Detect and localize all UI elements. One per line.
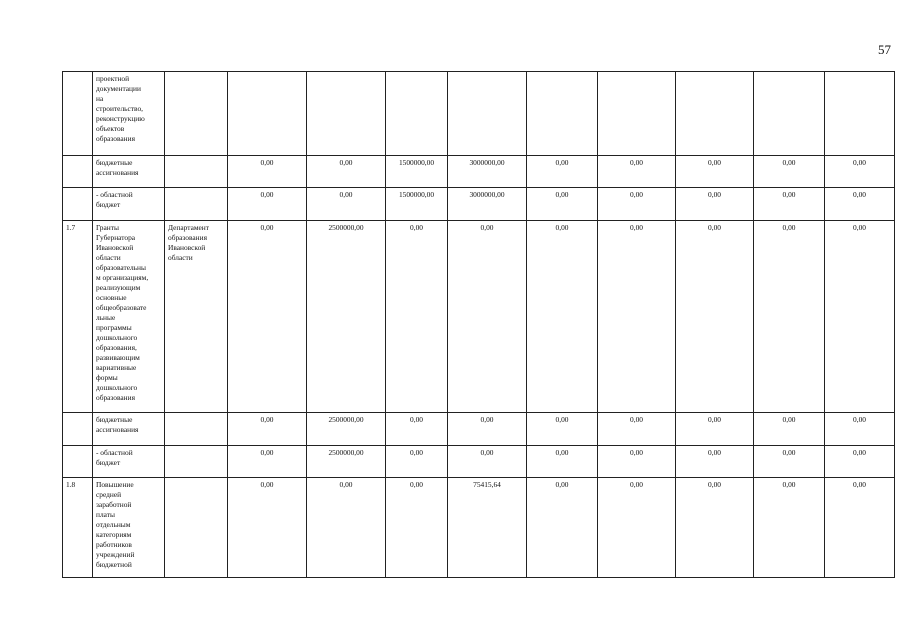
amount-cell: [676, 72, 754, 156]
amount-cell: 3000000,00: [448, 188, 527, 221]
amount-cell: 0,00: [598, 446, 676, 478]
amount-cell: 2500000,00: [307, 413, 386, 446]
amount-cell: 0,00: [825, 478, 895, 578]
amount-cell: 0,00: [598, 478, 676, 578]
amount-cell: 1500000,00: [386, 188, 448, 221]
amount-cell: [825, 72, 895, 156]
row-number-cell: [63, 156, 93, 188]
amount-cell: 2500000,00: [307, 221, 386, 413]
item-name-cell: бюджетные ассигнования: [93, 413, 165, 446]
item-name-cell: бюджетные ассигнования: [93, 156, 165, 188]
amount-cell: 0,00: [527, 156, 598, 188]
amount-cell: 0,00: [228, 413, 307, 446]
amount-cell: 0,00: [228, 446, 307, 478]
amount-cell: 0,00: [228, 156, 307, 188]
executor-cell: [165, 413, 228, 446]
executor-cell: [165, 478, 228, 578]
table-row: [63, 413, 895, 446]
amount-cell: 0,00: [754, 478, 825, 578]
amount-cell: 0,00: [598, 413, 676, 446]
amount-cell: 0,00: [386, 413, 448, 446]
amount-cell: 3000000,00: [448, 156, 527, 188]
row-number-cell: [63, 413, 93, 446]
amount-cell: 0,00: [676, 478, 754, 578]
row-number-cell: [63, 72, 93, 156]
amount-cell: 0,00: [307, 156, 386, 188]
table-row: [63, 156, 895, 188]
amount-cell: 0,00: [527, 446, 598, 478]
amount-cell: 0,00: [598, 188, 676, 221]
amount-cell: 0,00: [448, 221, 527, 413]
executor-cell: [165, 156, 228, 188]
amount-cell: 1500000,00: [386, 156, 448, 188]
amount-cell: 2500000,00: [307, 446, 386, 478]
item-name-cell: проектной документации на строительство, реконструкцию объектов образования: [93, 72, 165, 156]
budget-table: [62, 71, 895, 578]
amount-cell: 0,00: [228, 188, 307, 221]
amount-cell: [228, 72, 307, 156]
amount-cell: 0,00: [676, 188, 754, 221]
page-number: 57: [878, 42, 891, 57]
table-row: [63, 221, 895, 413]
amount-cell: 75415,64: [448, 478, 527, 578]
amount-cell: 0,00: [527, 188, 598, 221]
table-row: [63, 188, 895, 221]
amount-cell: 0,00: [676, 446, 754, 478]
table-row: [63, 478, 895, 578]
amount-cell: 0,00: [825, 188, 895, 221]
amount-cell: 0,00: [825, 156, 895, 188]
amount-cell: 0,00: [527, 221, 598, 413]
amount-cell: [527, 72, 598, 156]
amount-cell: 0,00: [527, 413, 598, 446]
item-name-cell: - областной бюджет: [93, 446, 165, 478]
amount-cell: 0,00: [598, 221, 676, 413]
amount-cell: [307, 72, 386, 156]
item-name-cell: - областной бюджет: [93, 188, 165, 221]
amount-cell: 0,00: [448, 413, 527, 446]
row-number-cell: 1.7: [63, 221, 93, 413]
row-number-cell: [63, 188, 93, 221]
table-row: [63, 446, 895, 478]
amount-cell: 0,00: [386, 478, 448, 578]
amount-cell: 0,00: [754, 156, 825, 188]
amount-cell: 0,00: [676, 221, 754, 413]
amount-cell: [448, 72, 527, 156]
amount-cell: 0,00: [676, 156, 754, 188]
executor-cell: [165, 72, 228, 156]
amount-cell: 0,00: [228, 221, 307, 413]
amount-cell: 0,00: [676, 413, 754, 446]
amount-cell: [598, 72, 676, 156]
amount-cell: 0,00: [825, 221, 895, 413]
item-name-cell: Повышение средней заработной платы отдельным категориям работников учреждений бюджетной: [93, 478, 165, 578]
amount-cell: 0,00: [754, 188, 825, 221]
amount-cell: [754, 72, 825, 156]
executor-cell: [165, 188, 228, 221]
amount-cell: 0,00: [448, 446, 527, 478]
amount-cell: 0,00: [228, 478, 307, 578]
amount-cell: 0,00: [825, 413, 895, 446]
amount-cell: 0,00: [754, 221, 825, 413]
table-row: [63, 72, 895, 156]
amount-cell: 0,00: [307, 478, 386, 578]
amount-cell: 0,00: [386, 446, 448, 478]
amount-cell: 0,00: [527, 478, 598, 578]
amount-cell: 0,00: [754, 446, 825, 478]
amount-cell: 0,00: [754, 413, 825, 446]
item-name-cell: Гранты Губернатора Ивановской области образовательны м организациям, реализующим основные общеобразовате льные программы дошкольного образования, развивающим вариативные формы дошкольного образования: [93, 221, 165, 413]
amount-cell: 0,00: [825, 446, 895, 478]
amount-cell: [386, 72, 448, 156]
amount-cell: 0,00: [307, 188, 386, 221]
amount-cell: 0,00: [598, 156, 676, 188]
amount-cell: 0,00: [386, 221, 448, 413]
row-number-cell: [63, 446, 93, 478]
executor-cell: [165, 446, 228, 478]
row-number-cell: 1.8: [63, 478, 93, 578]
executor-cell: Департамент образования Ивановской области: [165, 221, 228, 413]
